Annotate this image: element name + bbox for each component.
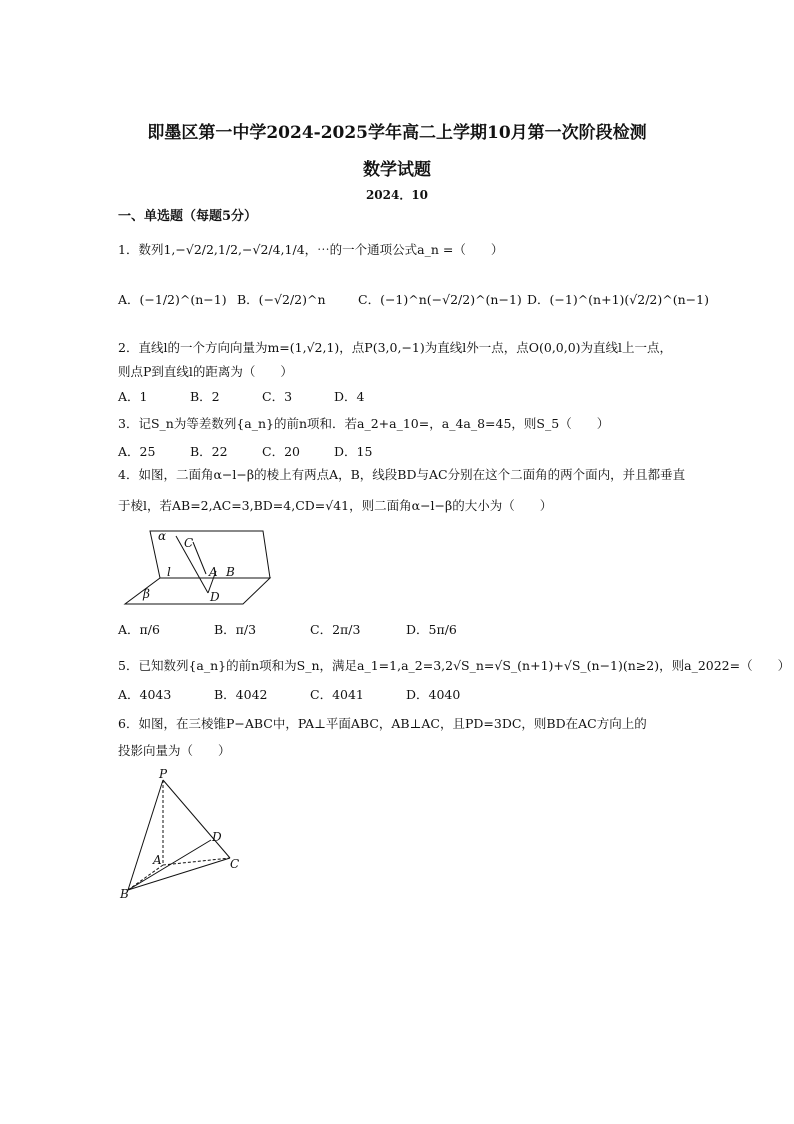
q1-option-a: A．(−1/2)^(n−1) bbox=[118, 292, 227, 307]
exam-title: 即墨区第一中学2024-2025学年高二上学期10月第一次阶段检测 bbox=[147, 123, 647, 143]
q3-option-c: C．20 bbox=[262, 444, 300, 459]
q5-option-a: A．4043 bbox=[118, 687, 172, 702]
q1-option-c: C．(−1)^n(−√2/2)^(n−1) bbox=[358, 292, 522, 307]
label-p: P bbox=[159, 768, 168, 781]
label-a: A bbox=[209, 565, 218, 579]
section-heading: 一、单选题（每题5分） bbox=[118, 209, 258, 224]
question-2-stem: 2．直线l的一个方向向量为m=(1,√2,1)，点P(3,0,−1)为直线l外一点，点O(0,0,0)为直线l上一点， bbox=[118, 340, 673, 355]
question-6-stem: 6．如图，在三棱锥P−ABC中，PA⊥平面ABC，AB⊥AC，且PD=3DC，则BD在AC方向上的 bbox=[118, 716, 647, 731]
label-d: D bbox=[212, 830, 222, 844]
label-a: A bbox=[153, 853, 162, 867]
q2-option-a: A．1 bbox=[118, 389, 148, 404]
question-6-stem-cont: 投影向量为（ ） bbox=[118, 743, 231, 758]
q2-option-c: C．3 bbox=[262, 389, 293, 404]
q5-option-c: C．4041 bbox=[310, 687, 364, 702]
q4-option-d: D．5π/6 bbox=[406, 622, 457, 637]
q4-option-c: C．2π/3 bbox=[310, 622, 361, 637]
triangular-pyramid-figure bbox=[118, 768, 258, 903]
label-d: D bbox=[210, 590, 220, 604]
exam-date: 2024．10 bbox=[365, 188, 429, 202]
q5-option-b: B．4042 bbox=[214, 687, 268, 702]
question-5-stem: 5．已知数列{a_n}的前n项和为S_n，满足a_1=1,a_2=3,2√S_n=√S_(n+1)+√S_(n−1)(n≥2)，则a_2022=（ ） bbox=[118, 658, 791, 673]
label-b: B bbox=[226, 565, 235, 579]
q4-option-b: B．π/3 bbox=[214, 622, 257, 637]
q4-option-a: A．π/6 bbox=[118, 622, 160, 637]
question-4-stem: 4．如图，二面角α−l−β的棱上有两点A，B，线段BD与AC分别在这个二面角的两个面内，并且都垂直 bbox=[118, 467, 686, 482]
question-3-stem: 3．记S_n为等差数列{a_n}的前n项和．若a_2+a_10=，a_4a_8=45，则S_5（ ） bbox=[118, 416, 610, 431]
label-beta: β bbox=[143, 587, 150, 601]
label-l: l bbox=[167, 565, 171, 579]
exam-subtitle: 数学试题 bbox=[363, 160, 431, 180]
question-2-stem-cont: 则点P到直线l的距离为（ ） bbox=[118, 364, 293, 379]
q5-option-d: D．4040 bbox=[406, 687, 461, 702]
question-1-stem: 1．数列1,−√2/2,1/2,−√2/4,1/4，⋯的一个通项公式a_n =（ ） bbox=[118, 242, 504, 257]
q2-option-b: B．2 bbox=[190, 389, 220, 404]
q3-option-a: A．25 bbox=[118, 444, 156, 459]
question-4-stem-cont: 于棱l，若AB=2,AC=3,BD=4,CD=√41，则二面角α−l−β的大小为（ ） bbox=[118, 498, 553, 513]
q2-option-d: D．4 bbox=[334, 389, 365, 404]
q3-option-d: D．15 bbox=[334, 444, 373, 459]
label-alpha: α bbox=[158, 529, 167, 543]
q3-option-b: B．22 bbox=[190, 444, 228, 459]
q1-option-b: B．(−√2/2)^n bbox=[237, 292, 326, 307]
label-b: B bbox=[120, 887, 129, 901]
label-c: C bbox=[230, 857, 240, 871]
q1-option-d: D．(−1)^(n+1)(√2/2)^(n−1) bbox=[527, 292, 709, 307]
label-c: C bbox=[184, 536, 194, 550]
dihedral-angle-figure bbox=[118, 526, 278, 611]
